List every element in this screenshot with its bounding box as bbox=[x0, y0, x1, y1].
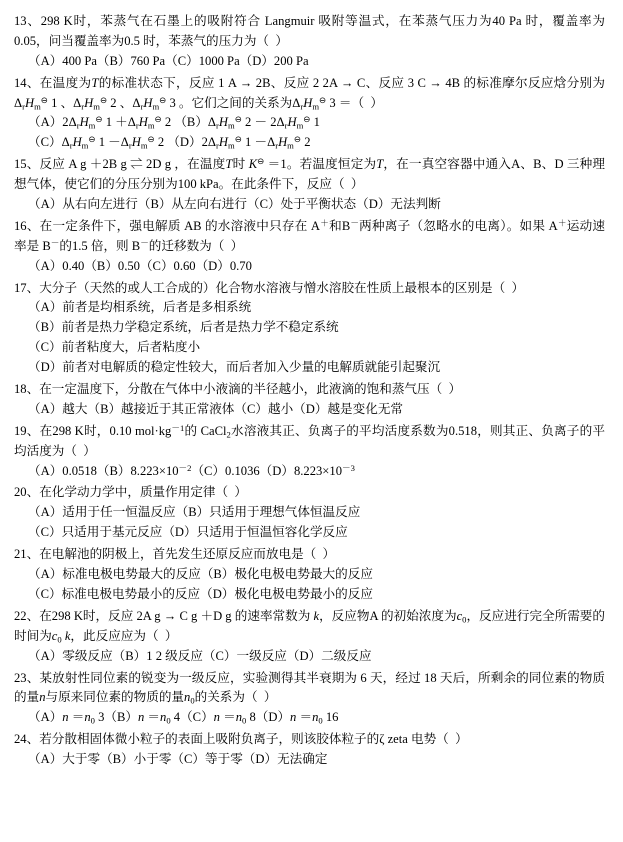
question-block-23 bbox=[14, 669, 605, 729]
question-block-17 bbox=[14, 279, 605, 378]
option-line[interactable]: （A）400 Pa（B）760 Pa（C）1000 Pa（D）200 Pa bbox=[28, 53, 309, 68]
question-stem: 20、在化学动力学中，质量作用定律（ ） bbox=[14, 485, 247, 500]
option-line[interactable]: （B）前者是热力学稳定系统，后者是热力学不稳定系统 bbox=[28, 320, 339, 335]
question-stem: 22、在298 K时，反应 2A g → C g ＋D g 的速率常数为 k，反应物A 的初始浓度为$c_0$，反应进行完全所需要的时间为$c_0$ k，此反应应为（ ） bbox=[14, 608, 605, 645]
question-block-15 bbox=[14, 155, 605, 215]
question-block-22 bbox=[14, 607, 605, 667]
question-block-16 bbox=[14, 217, 605, 277]
option-line[interactable]: $(A)n =n_0$ $3(B)n =n_0$ $4(C)n =n_0$ $8(D)n =n_0$ 16 bbox=[28, 710, 339, 726]
option-line[interactable]: （A）0.40（B）0.50（C）0.60（D）0.70 bbox=[28, 258, 252, 273]
question-stem: 19、在298 K时，0.10 $mol\cdot kg^{-1}$的 CaCl$_2$水溶液其正、负离子的平均活度系数为0.518，则其正、负离子的平均活度为（ ） bbox=[14, 422, 606, 458]
question-stem: 21、在电解池的阴极上，首先发生还原反应而放电是（ ） bbox=[14, 547, 336, 562]
question-stem: 15、反应 A g ＋2B g ⇌ 2D g ，在温度T时 K⊖ ＝1。若温度恒定为T，在一真空容器中通入A、B、D 三种理想气体，使它们的分压分别为100 kPa。在此条件下，反应（ ） bbox=[14, 156, 605, 192]
option-line[interactable]: （D）前者对电解质的稳定性较大，而后者加入少量的电解质就能引起聚沉 bbox=[28, 360, 441, 375]
option-line[interactable]: （C）只适用于基元反应（D）只适用于恒温恒容化学反应 bbox=[28, 525, 348, 540]
question-block-21 bbox=[14, 545, 605, 605]
option-line[interactable]: $(C)\Delta_rH_m^⊖$ $1 -\Delta_rH_m^⊖$ 2 $(D)2\Delta_rH_m^⊖$ $1 -\Delta_rH_m^⊖$ 2 bbox=[28, 134, 311, 151]
question-options bbox=[14, 257, 605, 277]
question-options bbox=[14, 647, 605, 667]
question-options bbox=[14, 503, 605, 543]
question-block-19 bbox=[14, 422, 605, 482]
question-block-18 bbox=[14, 380, 605, 420]
option-line[interactable]: （A）大于零（B）小于零（C）等于零（D）无法确定 bbox=[28, 752, 328, 767]
question-options bbox=[14, 565, 605, 605]
question-stem: 16、在一定条件下，强电解质 AB 的水溶液中只存在 A＋和B－两种离子（忽略水的电离）。如果 A＋运动速率是 B－的1.5 倍，则 B－的迁移数为（ ） bbox=[14, 217, 605, 253]
question-stem: 14、在温度为T的标准状态下，反应 1 A → 2B、反应 2 2A → C、反应 3 C → 4B 的标准摩尔反应焓分别为$\Delta_rH_m^⊖$ 1 、$\Delta_rH_m^⊖$ 2 、$\Delta_rH_m^⊖$ 3 。它们之间的关系为$\Delta_rH_m^⊖$ 3 ＝（ ） bbox=[14, 75, 606, 111]
question-options bbox=[14, 750, 605, 770]
option-line[interactable]: （A）零级反应（B）1 2 级反应（C）一级反应（D）二级反应 bbox=[28, 648, 372, 663]
question-stem: 13、298 K时，苯蒸气在石墨上的吸附符合 Langmuir 吸附等温式，在苯蒸气压力为40 Pa 时，覆盖率为0.05，问当覆盖率为0.5 时，苯蒸气的压力为（ ） bbox=[14, 14, 605, 48]
question-options bbox=[14, 195, 605, 215]
option-line[interactable]: （A）越大（B）越接近于其正常液体（C）越小（D）越是变化无常 bbox=[28, 401, 404, 416]
question-options bbox=[14, 298, 605, 378]
question-stem: 18、在一定温度下，分散在气体中小液滴的半径越小，此液滴的饱和蒸气压（ ） bbox=[14, 382, 462, 397]
option-line[interactable]: $(A)2\Delta_rH_m^⊖$ $1 +\Delta_rH_m^⊖$ 2 $(B)\Delta_rH_m^⊖$ $2 - 2\Delta_rH_m^⊖$ 1 bbox=[28, 114, 320, 131]
option-line[interactable]: （A）前者是均相系统，后者是多相系统 bbox=[28, 300, 252, 315]
option-line[interactable]: （A）适用于任一恒温反应（B）只适用于理想气体恒温反应 bbox=[28, 505, 361, 520]
question-stem: 17、大分子（天然的或人工合成的）化合物水溶液与憎水溶胶在性质上最根本的区别是（ ） bbox=[14, 280, 525, 295]
question-options bbox=[14, 52, 605, 72]
option-line[interactable]: （A）从右向左进行（B）从左向右进行（C）处于平衡状态（D）无法判断 bbox=[28, 197, 441, 212]
question-options bbox=[14, 400, 605, 420]
option-line[interactable]: （A）标准电极电势最大的反应（B）极化电极电势最大的反应 bbox=[28, 567, 373, 582]
option-line[interactable]: （C）前者粘度大，后者粘度小 bbox=[28, 340, 201, 355]
question-block-24 bbox=[14, 730, 605, 770]
question-stem: 23、某放射性同位素的锐变为一级反应，实验测得其半衰期为 6 天，经过 18 天后，所剩余的同位素的物质的量n与原来同位素的物质的量$n_0$的关系为（ ） bbox=[14, 670, 605, 706]
option-line[interactable]: （C）标准电极电势最小的反应（D）极化电极电势最小的反应 bbox=[28, 586, 373, 601]
question-block-20 bbox=[14, 483, 605, 543]
question-block-14 bbox=[14, 74, 605, 154]
question-options bbox=[14, 708, 605, 728]
question-options bbox=[14, 113, 605, 153]
question-block-13 bbox=[14, 12, 605, 72]
option-line[interactable]: $(A)0.0518(B)8.223\times 10^{-2}(C)0.1036(D)8.223\times 10^{-3}$ bbox=[28, 462, 355, 478]
question-stem: 24、若分散相固体微小粒子的表面上吸附负离子，则该胶体粒子的ζ zeta 电势（ ） bbox=[14, 732, 468, 747]
question-options bbox=[14, 462, 605, 482]
